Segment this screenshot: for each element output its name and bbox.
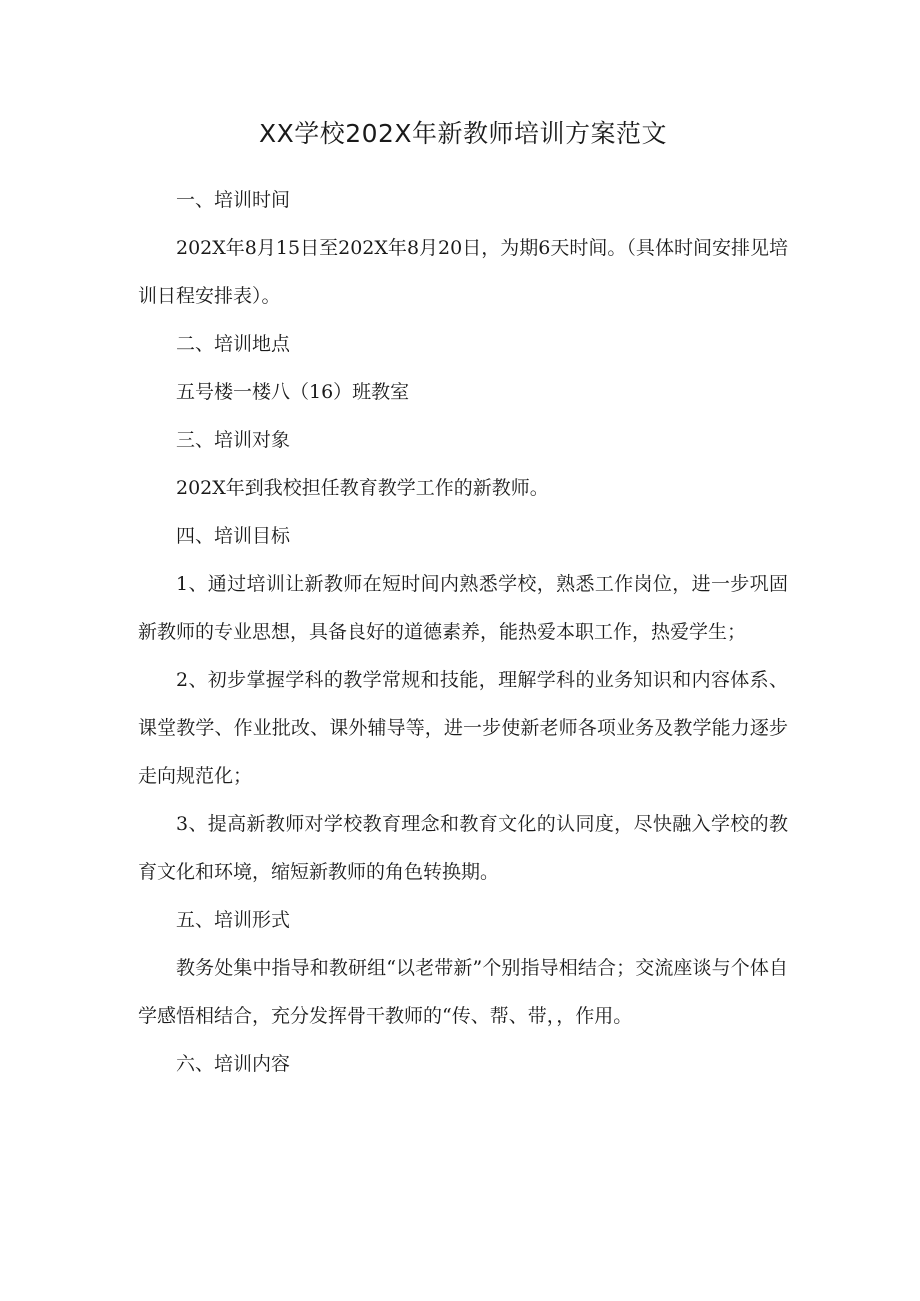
goal-item-3: 3、提高新教师对学校教育理念和教育文化的认同度，尽快融入学校的教育文化和环境，缩短新教师的角色转换期。 [138,813,788,883]
section-heading-training-content: 六、培训内容 [176,1053,291,1075]
section-heading-training-time: 一、培训时间 [176,189,291,211]
section-body-training-time: 202X年8月15日至202X年8月20日，为期6天时间。（具体时间安排见培训日程安排表）。 [138,237,788,307]
section-body-training-format: 教务处集中指导和教研组“以老带新”个别指导相结合；交流座谈与个体自学感悟相结合，充分发挥骨干教师的“传、帮、带，，作用。 [138,957,788,1027]
section-heading-training-location: 二、培训地点 [176,333,291,355]
section-heading-training-format: 五、培训形式 [176,909,291,931]
section-heading-training-target: 三、培训对象 [176,429,291,451]
document-title: XX学校202X年新教师培训方案范文 [258,119,668,148]
section-body-training-location: 五号楼一楼八（16）班教室 [176,381,410,403]
section-heading-training-goals: 四、培训目标 [176,525,291,547]
document-page [138,112,788,1088]
section-body-training-target: 202X年到我校担任教育教学工作的新教师。 [176,477,549,499]
goal-item-2: 2、初步掌握学科的教学常规和技能，理解学科的业务知识和内容体系、课堂教学、作业批改、课外辅导等，进一步使新老师各项业务及教学能力逐步走向规范化； [138,669,788,787]
goal-item-1: 1、通过培训让新教师在短时间内熟悉学校，熟悉工作岗位，进一步巩固新教师的专业思想，具备良好的道德素养，能热爱本职工作，热爱学生； [138,573,788,643]
